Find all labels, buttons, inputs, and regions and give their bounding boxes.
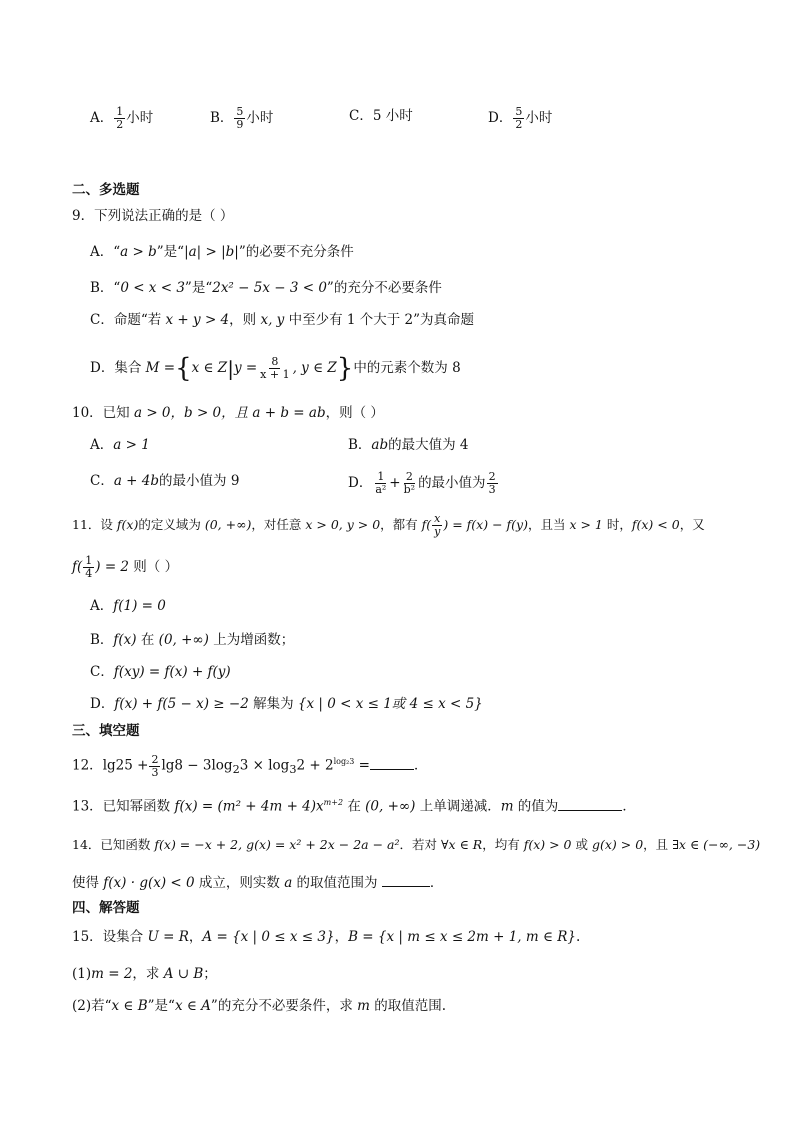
fraction: $\frac{5}{9}$ [236, 105, 244, 131]
q15-part-2: (2)若“x ∈ B”是“x ∈ A”的充分不必要条件，求 m 的取值范围. [72, 998, 447, 1014]
q9-option-b: B．“0 < x < 3”是“2x² − 5x − 3 < 0”的充分不必要条件 [90, 280, 442, 296]
q9-stem: 9．下列说法正确的是（ ） [72, 208, 234, 224]
q11-option-d: D．f(x) + f(5 − x) ≥ −2 解集为 {x | 0 < x ≤ 1或 4 ≤ x < 5} [90, 696, 483, 712]
q11-stem-line-2: f( $\frac{1}{4}$ ) = 2 则（ ） [72, 554, 179, 580]
q15-part-1: (1)m = 2，求 A ∪ B； [72, 966, 217, 982]
q10-option-c: C．a + 4b的最小值为 9 [90, 473, 240, 489]
answer-blank[interactable] [558, 796, 622, 811]
fraction: $\frac{2}{3}$ [151, 752, 159, 779]
q9-option-a: A．“a > b”是“|a| > |b|”的必要不充分条件 [90, 244, 354, 260]
q15-stem: 15．设集合 U = R，A = {x | 0 ≤ x ≤ 3}，B = {x | m ≤ x ≤ 2m + 1, m ∈ R}. [72, 929, 581, 945]
answer-blank[interactable] [382, 872, 430, 887]
right-brace: } [336, 353, 354, 384]
q13-question: 13．已知幂函数 $f(x) = (m^2 + 4m + 4)x^{m+2}$ 在 (0, +∞) 上单调递减．m 的值为 ． [72, 793, 636, 817]
section-heading-fill-blank: 三、填空题 [72, 723, 140, 739]
q10-option-b: B．ab的最大值为 4 [348, 437, 469, 453]
q10-option-d: D． $\frac{1}{\text{a²}}$ + $\frac{2}{\text{b²}}$ 的最小值为 $\frac{2}{3}$ [348, 470, 496, 496]
q8-option-a: A． $\frac{1}{2}$ 小时 [90, 105, 154, 131]
q11-option-b: B．f(x) 在 (0, +∞) 上为增函数； [90, 632, 295, 648]
fraction: $\frac{2}{3}$ [488, 470, 496, 496]
q11-option-c: C．f(xy) = f(x) + f(y) [90, 664, 231, 680]
q14-stem-line-1: 14．已知函数 f(x) = −x + 2, g(x) = x² + 2x − 2a − a²．若对 ∀x ∈ R，均有 f(x) > 0 或 g(x) > 0，且 ∃x ∈ (−∞, −3) [72, 837, 761, 852]
fraction: $\frac{1}{2}$ [116, 105, 124, 131]
q8-option-b: B． $\frac{5}{9}$ 小时 [210, 105, 274, 131]
q9-option-c: C．命题“若 x + y > 4，则 x, y 中至少有 1 个大于 2”为真命题 [90, 312, 475, 328]
q11-stem-line-1: 11．设 f(x)的定义域为 (0, +∞)，对任意 x > 0, y > 0，都有 f( $\frac{x}{y}$ ) = f(x) − f(y)，且当 x > 1 时，f(x) < 0，又 [72, 512, 705, 538]
fraction: $\frac{5}{2}$ [515, 105, 523, 131]
fraction: $\frac{1}{\text{a²}}$ [375, 470, 387, 496]
q9-option-d: D．集合 M ={x ∈ Z|y = $\frac{8}{x + 1}$ , y ∈ Z}中的元素个数为 8 [90, 353, 461, 384]
q12-question: 12．lg25 + $\frac{2}{3}$ $\lg 8 - 3\log_23 \times \log_32 + 2^{log_23}$ = ． [72, 752, 428, 779]
q8-option-d: D． $\frac{5}{2}$ 小时 [488, 105, 553, 131]
section-heading-answer: 四、解答题 [72, 900, 140, 916]
q8-option-c: C．5 小时 [349, 108, 413, 124]
fraction: $\frac{8}{x + 1}$ [260, 355, 290, 381]
fraction: $\frac{x}{y}$ [434, 512, 441, 538]
section-heading-multiple-choice: 二、多选题 [72, 182, 140, 198]
fraction: $\frac{1}{4}$ [85, 554, 93, 580]
set-bar: | [227, 356, 234, 381]
q10-stem: 10．已知 a > 0，b > 0，且 a + b = ab，则（ ） [72, 405, 384, 421]
q10-option-a: A．a > 1 [90, 437, 150, 453]
answer-blank[interactable] [370, 755, 414, 770]
left-brace: { [175, 353, 192, 384]
fraction: $\frac{2}{\text{b²}}$ [403, 470, 416, 496]
q14-stem-line-2: 使得 f(x) · g(x) < 0 成立，则实数 a 的取值范围为 ． [72, 872, 443, 893]
q11-option-a: A．f(1) = 0 [90, 598, 166, 614]
